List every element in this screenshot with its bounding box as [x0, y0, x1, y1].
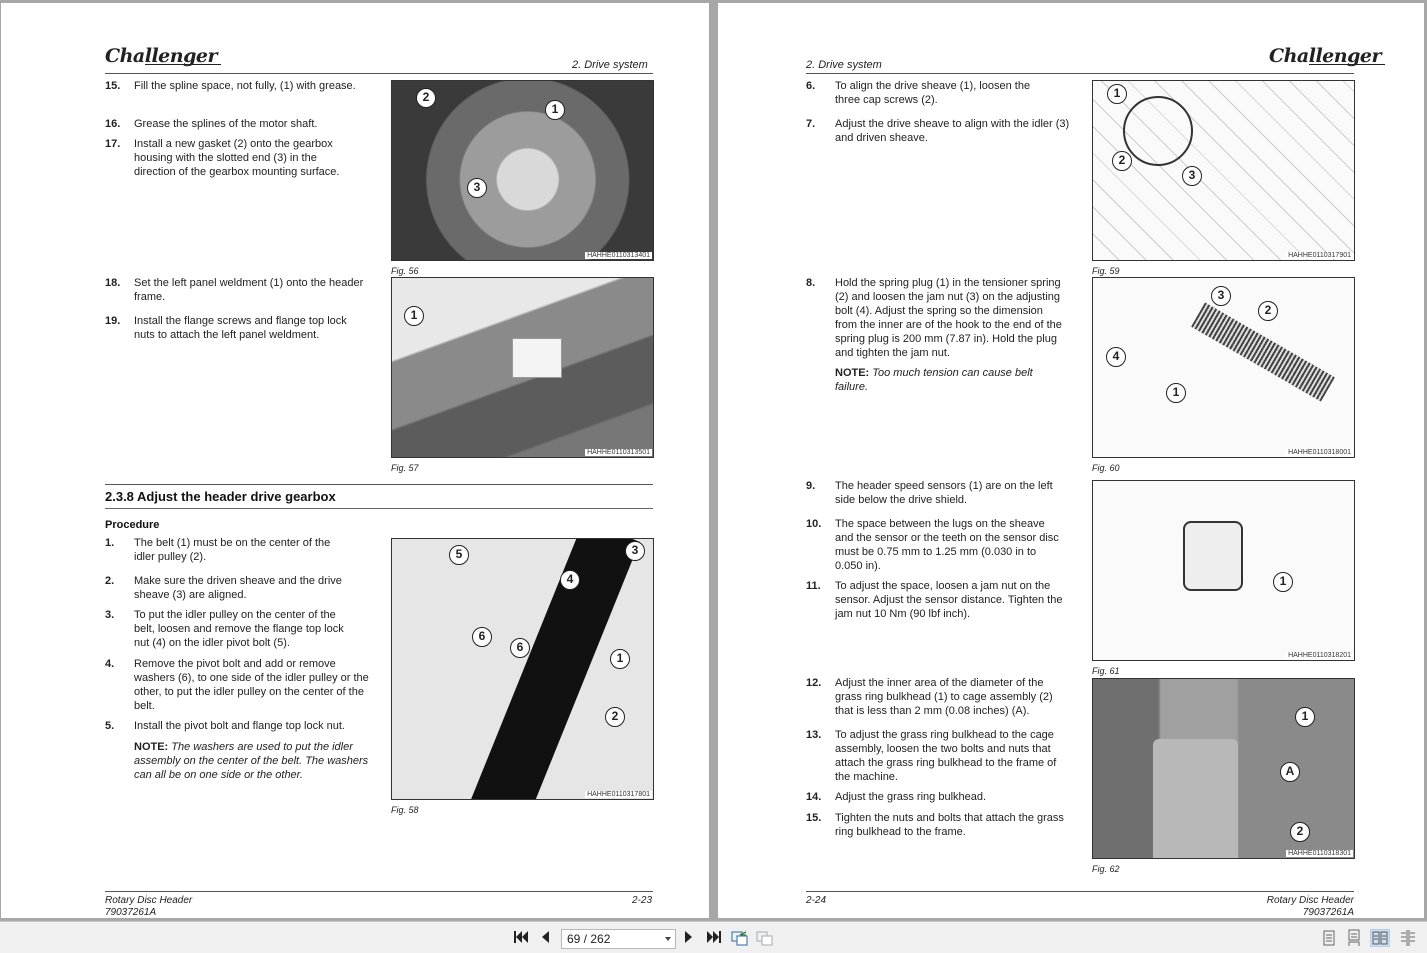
previous-page-button[interactable]	[538, 930, 552, 946]
single-page-icon	[1319, 929, 1339, 947]
header-rule	[105, 73, 653, 74]
page-number-select[interactable]: 69 / 262	[561, 929, 676, 949]
chapter-title: 2. Drive system	[806, 59, 882, 71]
challenger-logo: Challenger	[105, 45, 217, 67]
first-page-button[interactable]	[512, 930, 530, 946]
view-two-page-continuous-button[interactable]	[1398, 929, 1418, 947]
footer-title: Rotary Disc Header 79037261A	[1266, 895, 1354, 918]
figure-59-caption: Fig. 59	[1092, 266, 1120, 276]
next-page-button[interactable]	[682, 930, 696, 946]
figure-56-caption: Fig. 56	[391, 266, 419, 276]
sheave-graphic	[1123, 96, 1193, 166]
section-rule-top	[105, 484, 653, 485]
footer-title: Rotary Disc Header 79037261A	[105, 895, 193, 918]
footer-rule	[105, 891, 653, 892]
figure-57-image: 1 HAHHE0110313501	[391, 277, 654, 458]
go-back-view-button[interactable]	[731, 930, 749, 946]
figure-58-image: 5 3 4 6 6 1 2 HAHHE0110317801	[391, 538, 654, 800]
next-view-icon	[756, 930, 774, 946]
figure-57-caption: Fig. 57	[391, 463, 419, 473]
figure-60-image: 3 2 4 1 HAHHE0110318001	[1092, 277, 1355, 458]
continuous-page-icon	[1344, 929, 1364, 947]
figure-56-image: 2 1 3 HAHHE0110313401	[391, 80, 654, 261]
two-page-continuous-icon	[1398, 929, 1418, 947]
last-page-icon	[706, 930, 722, 944]
note-block: NOTE: Too much tension can cause belt failure.	[835, 367, 1033, 393]
figure-61-image: 1 HAHHE0110318201	[1092, 480, 1355, 661]
figure-58-caption: Fig. 58	[391, 805, 419, 815]
chevron-down-icon	[665, 937, 671, 941]
navigation-toolbar	[0, 921, 1427, 953]
page-right: 2. Drive system Challenger 6. To align the drive sheave (1), loosen the three cap screws (2). 7. Adjust the drive sheave to align with the idler (3) and driven sheave. 1 2 3 HAHHE0110317901 Fig. 59 8. Hold the spring plug (1) in the tensioner spring (2) and loosen the jam nut (3) on the adjusting bolt (4). Adjust the spring so the dimension from the inner are of the hook to the end of the spring plug is 200 mm (7.87 in). Hold the plug and tighten the jam nut. NOTE: Too much tension can cause belt failure. 3 2 4 1 HAHHE0110318001 Fig. 60 9. The header speed sensors (1) are on the left side below the drive shield. 10. The space between the lugs on the sheave and the sensor or the teeth on the sensor disc must be 0.75 mm to 1.25 mm (0.030 in to 0.050 in). 11. To adjust the space, loosen a jam nut on the sensor. Adjust the sensor distance. Tighten the jam nut 10 Nm (90 lbf inch). 1 HAHHE0110318201 Fig. 61 12. Adjust the inner area of the diameter of the grass ring bulkhead (1) to cage assembly (2) that is less than 2 mm (0.08 inches) (A). 13. To adjust the grass ring bulkhead to the cage assembly, loosen the two bolts and nuts that attach the grass ring bulkhead to the frame of the machine. 14. Adjust the grass ring bulkhead. 15. Tighten the nuts and bolts that attach the grass ring bulkhead to the frame. 1 A 2 HAHHE0110318301 Fig. 62 2-24 Rotary Disc Header 79037261A	[718, 3, 1424, 918]
last-page-button[interactable]	[705, 930, 723, 946]
challenger-logo: Challenger	[1269, 45, 1381, 67]
first-page-icon	[513, 930, 529, 944]
figure-59-image: 1 2 3 HAHHE0110317901	[1092, 80, 1355, 261]
decal-graphic	[512, 338, 562, 378]
page-left: Challenger 2. Drive system 15. Fill the spline space, not fully, (1) with grease. 16. Grease the splines of the motor shaft. 17. Install a new gasket (2) onto the gearbox housing with the slotted end (3) in the direction of the gearbox mounting surface. 2 1 3 HAHHE0110313401 Fig. 56 18. Set the left panel weldment (1) onto the header frame. 19. Install the flange screws and flange top lock nuts to attach the left panel weldment. 1 HAHHE0110313501 Fig. 57 2.3.8 Adjust the header drive gearbox Procedure 1. The belt (1) must be on the center of the idler pulley (2). 2. Make sure the driven sheave and the drive sheave (3) are aligned. 3. To put the idler pulley on the center of the belt, loosen and remove the flange top lock nut (4) on the idler pivot bolt (5). 4. Remove the pivot bolt and add or remove washers (6), to one side of the idler pulley or the other, to put the idler pulley on the center of the belt. 5. Install the pivot bolt and flange top lock nut. NOTE: The washers are used to put the idler assembly on the center of the belt. The washers can all be on one side or the other. 5 3 4 6 6 1 2 HAHHE0110317801 Fig. 58 Rotary Disc Header 79037261A 2-23	[1, 3, 709, 918]
figure-61-caption: Fig. 61	[1092, 666, 1120, 676]
view-continuous-button[interactable]	[1344, 929, 1364, 947]
note-block: NOTE: The washers are used to put the idler assembly on the center of the belt. The washers can all be on one side or the other.	[134, 741, 369, 781]
figure-62-image: 1 A 2 HAHHE0110318301	[1092, 678, 1355, 859]
cage-graphic	[1153, 739, 1238, 859]
two-page-icon	[1371, 930, 1389, 946]
figure-60-caption: Fig. 60	[1092, 463, 1120, 473]
view-single-page-button[interactable]	[1319, 929, 1339, 947]
header-rule	[806, 73, 1354, 74]
next-page-icon	[684, 930, 694, 944]
footer-page-number: 2-24	[806, 895, 827, 906]
footer-rule	[806, 891, 1354, 892]
figure-62-caption: Fig. 62	[1092, 864, 1120, 874]
belt-graphic	[464, 538, 640, 800]
section-rule-bottom	[105, 508, 653, 509]
section-title: 2.3.8 Adjust the header drive gearbox	[105, 489, 336, 504]
previous-view-icon	[731, 930, 749, 946]
chapter-title: 2. Drive system	[572, 59, 648, 71]
go-forward-view-button[interactable]	[756, 930, 774, 946]
view-two-page-button[interactable]	[1370, 929, 1390, 947]
footer-page-number: 2-23	[632, 895, 653, 906]
previous-page-icon	[540, 930, 550, 944]
procedure-heading: Procedure	[105, 519, 160, 531]
sensor-graphic	[1183, 521, 1243, 591]
